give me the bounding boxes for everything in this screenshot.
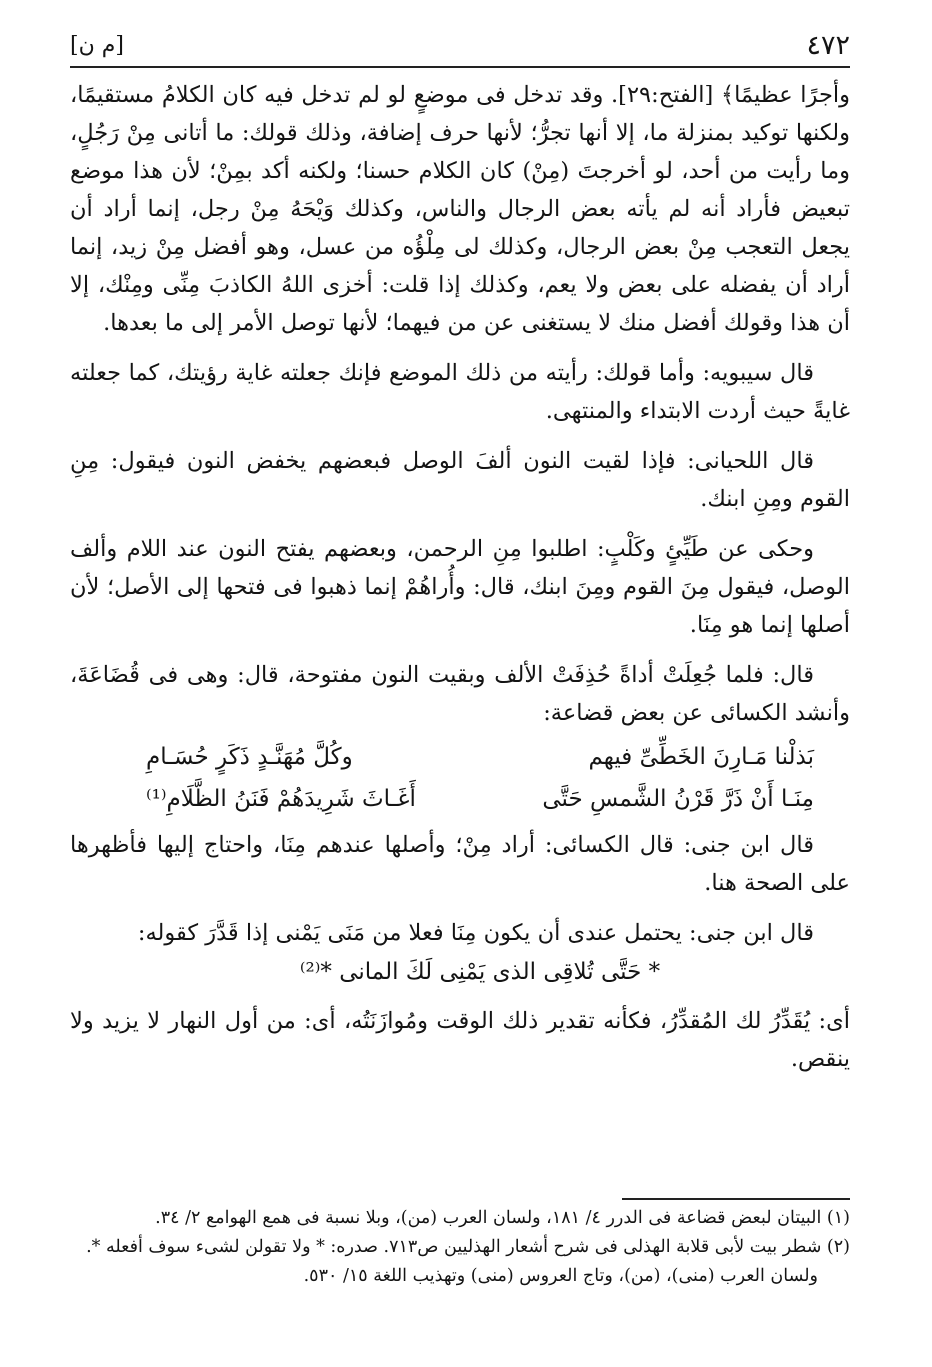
poem-line-2-first-hemistich: مِنَـا أَنْ ذَرَّ قَرْنُ الشَّمسِ حَتَّى [542, 786, 814, 812]
paragraph-5: قال: فلما جُعِلَتْ أداةً حُذِفَتْ الألف وبقيت النون مفتوحة، قال: وهى فى قُضَاعَةَ، وأنشد الكسائى عن بعض قضاعة: [70, 662, 850, 726]
running-head-mark: [م ن] [70, 32, 124, 58]
page-header [70, 28, 850, 62]
poem-line-1-second-hemistich: وكُلَّ مُهَنَّـدٍ ذَكَرٍ حُسَـامِ [146, 744, 353, 770]
paragraph-6: قال ابن جنى: قال الكسائى: أراد مِنْ؛ وأصلها عندهم مِنَا، واحتاج إليها فأظهرها على الصحة هنا. [70, 832, 850, 896]
paragraph-8: أى: يُقَدِّرُ لك المُقدِّرُ، فكأنه تقدير ذلك الوقت ومُوازَنَتُه، أى: من أول النهار لا يزيد ولا ينقص. [70, 1008, 850, 1072]
main-text [70, 76, 850, 1090]
paragraph-3: قال اللحيانى: فإذا لقيت النون ألفَ الوصل فبعضهم يخفض النون فيقول: مِنِ القوم ومِنِ ابنك. [70, 448, 850, 512]
header-rule [70, 66, 850, 68]
paragraph-4: وحكى عن طَيِّئٍ وكَلْبٍ: اطلبوا مِنِ الرحمن، وبعضهم يفتح النون عند اللام وألف الوصل، فيقول مِنَ القوم ومِنَ ابنك، قال: وأُراهُمْ إنما ذهبوا فى فتحها إلى الأصل؛ لأن أصلها إنما هو مِنَا. [70, 536, 850, 638]
footnote-2: (٢) شطر بيت لأبى قلابة الهذلى فى شرح أشعار الهذليين ص٧١٣. صدره: * ولا تقولن لشىء سوف أفعله *. [86, 1237, 850, 1257]
paragraph-7: قال ابن جنى: يحتمل عندى أن يكون مِنَا فعلا من مَنَى يَمْنى إذا قَدَّرَ كقوله: [137, 920, 814, 946]
paragraph-1: وأجرًا عظيمًا﴾ [الفتح:٢٩]. وقد تدخل فى موضعٍ لو لم تدخل فيه كان الكلامُ مستقيمًا، ولكنها توكيد بمنزلة ما، إلا أنها تجرُّ؛ لأنها حرف إضافة، وذلك قولك: ما أتانى مِنْ رَجُلٍ، وما رأيت من أحد، لو أخرجتَ (مِنْ) كان الكلام حسنا؛ ولكنه أكد بمِنْ؛ لأن هذا موضع تبعيض فأراد أنه لم يأته بعض الرجال والناس، وكذلك وَيْحَهُ مِنْ رجل، إنما أراد أن يجعل التعجب مِنْ بعض الرجال، وكذلك لى مِلْؤُه من عسل، وهو أفضل مِنْ زيد، إنما أراد أن يفضله على بعض ولا يعم، وكذلك إذا قلت: أخزى اللهُ الكاذبَ مِنِّى ومِنْك، إلا أن هذا وقولك أفضل منك لا يستغنى عن من فيهما؛ لأنها توصل الأمر إلى ما بعدها. [70, 82, 850, 336]
footnote-rule [622, 1198, 850, 1200]
footnote-1: (١) البيتان لبعض قضاعة فى الدرر ٤/ ١٨١، ولسان العرب (من)، وبلا نسبة فى همع الهوامع ٢/ ٣٤. [155, 1208, 850, 1228]
poem-line-2-second-hemistich: أَغَـاثَ شَرِيدَهُمْ فَنَنُ الظَّلَامِ⁽¹⁾ [146, 786, 416, 812]
footnote-2-continuation: ولسان العرب (منى)، (من)، وتاج العروس (منى) وتهذيب اللغة ١٥/ ٥٣٠. [303, 1266, 818, 1286]
footnotes [70, 1204, 850, 1291]
poem [70, 736, 850, 820]
paragraph-2: قال سيبويه: وأما قولك: رأيته من ذلك الموضع فإنك جعلته غاية رؤيتك، كما جعلته غايةً حيث أردت الابتداء والمنتهى. [70, 360, 850, 424]
poem-line-2 [70, 778, 850, 820]
quoted-hemistich: * حَتَّى تُلاقِى الذى يَمْنِى لَكَ المانى *⁽²⁾ [299, 959, 661, 985]
poem-line-1 [70, 736, 850, 778]
page-number: ٤٧٢ [806, 29, 850, 61]
poem-line-1-first-hemistich: بَذلْنا مَـارِنَ الخَطِّىِّ فيهم [588, 744, 814, 770]
